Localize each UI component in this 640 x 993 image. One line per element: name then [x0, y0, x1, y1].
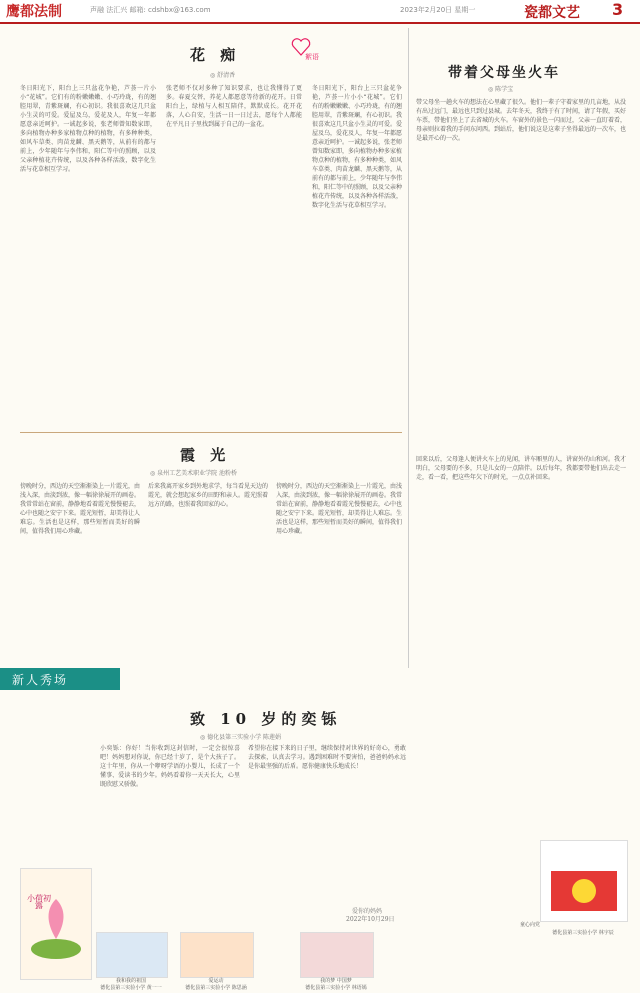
- header-date: 2023年2月20日 星期一: [400, 6, 476, 14]
- article-title-letter: 致 10 岁的奕铄: [190, 710, 342, 728]
- article-author-huachi: ◎ 舒清香: [210, 72, 236, 79]
- newspaper-logo: 鹰都法制: [6, 4, 62, 20]
- article-body-letter-col2: 希望你在接下来的日子里，继续保持对世界的好奇心，勇敢去探索，认真去学习。遇到困难时不要害怕，爸爸妈妈永远是你最坚强的后盾。愿你健康快乐地成长！: [248, 745, 406, 770]
- page-header: [0, 0, 640, 24]
- letter-date: 2022年10月29日: [346, 916, 395, 923]
- header-info: 声融 法汇兴 邮箱: cdshbx@163.com: [90, 6, 211, 14]
- article-title-huachi: 花 痴: [190, 46, 241, 64]
- drawing-sports: [180, 932, 254, 978]
- article-body-huachi-col1: 冬日阳光下，阳台上三只盆花争艳，芦荟一片小小“花城”。它们有的粉嫩嫩嫩、小巧玲珑，有的翘腔用翠，青紫斑斓，有心初识。我很喜欢这几只盆小生灵的可爱。爱屋及乌，爱花及人，年复一年都愿意亲近呵护。一诚起多说，张老师曾知数家即，多向植物办种多家植物点种的植物，有多种种类，如风车草类、肉苗龙麟、黑天鹅等，从前有的都与前上，少年随年与李伟和，阳仁等中的照顾，以及父亲种植花卉传统，以及各种各样活泼，数字化生活与花草相互学习。: [20, 85, 156, 173]
- article-author-train: ◎ 陈学宝: [488, 86, 514, 93]
- new-talent-ribbon: [0, 668, 120, 690]
- article-body-huachi-col3: 冬日阳光下，阳台上三只盆花争艳，芦荟一片小小“花城”。它们有的粉嫩嫩嫩、小巧玲珑，有的翘腔用翠，青紫斑斓，有心初识。我很喜欢这几只盆小生灵的可爱。爱屋及乌，爱花及人，年复一年都愿意亲近呵护。一诚起多说，张老师曾知数家即，多向植物办种多家植物点种的植物，有多种种类，如风车草类、肉苗龙麟、黑天鹅等，从前有的都与前上，少年随年与李伟和，阳仁等中的照顾，以及父亲种植花卉传统，以及各种各样活泼，数字化生活与花草相互学习。: [312, 85, 402, 209]
- article-title-train: 带着父母坐火车: [448, 65, 560, 81]
- column-divider: [408, 28, 409, 668]
- drawing-lotus-title: 小荷初露: [27, 894, 51, 910]
- drawing-party-caption: 童心向党: [520, 922, 541, 928]
- drawing-china-dream-caption: 我的梦 中国梦: [320, 978, 352, 984]
- drawing-motherland: [96, 932, 168, 978]
- page-number: 3: [612, 0, 624, 19]
- section-title: 瓷都文艺: [524, 5, 580, 21]
- article-author-xiaguang: ◎ 泉州工艺美术职业学院 池粉桥: [150, 470, 238, 477]
- article-body-letter-col1: 小奕铄：你好！当你收到这封信时，一定会很惊喜吧！妈妈想对你说，你已经十岁了，是个大孩子了。这十年里，你从一个咿呀学语的小婴儿，长成了一个懂事、爱读书的少年。妈妈看着你一天天长大，心里既欣慰又骄傲。: [100, 745, 240, 788]
- heart-decoration-icon: [290, 36, 312, 58]
- article-body-xiaguang-col1: 傍晚时分，西边的天空渐渐染上一片霞光，由浅入深，由淡到浓，像一幅徐徐展开的画卷。我常常站在窗前，静静地看着霞光慢慢褪去，心中也随之安宁下来。霞光短暂，却美得让人难忘。生活也是这样，那些短暂而美好的瞬间，值得我们用心珍藏。: [20, 483, 140, 535]
- article-badge: 絮语: [305, 53, 319, 61]
- ribbon-label: 新人秀场: [12, 673, 69, 687]
- drawing-sports-author: 德化县第三实验小学 陈思涵: [185, 985, 247, 991]
- article-body-xiaguang-col2: 后来我离开家乡到外地求学，每当看见天边的霞光，就会想起家乡的田野和亲人。霞光照着远方的路，也照着我回家的心。: [148, 483, 268, 508]
- party-drawing-icon: [541, 841, 627, 921]
- article-body-train: 带父母坐一趟火车的想法在心里藏了很久。他们一辈子守着家里的几亩地，从没有出过远门，最远也只到过县城。去年冬天，我终于有了时间，请了年假，买好车票，带他们坐上了去省城的火车。车窗外的景色一闪而过，父亲一直盯着看，母亲则拉着我的手问东问西。到站后，他们说这是这辈子坐得最远的一次车，也是最开心的一次。: [416, 99, 626, 142]
- article-author-letter: ◎ 德化县第三实验小学 陈莲娟: [200, 734, 282, 741]
- article-body-huachi-col2: 张老师不仅对多种了知识要求，也让我懂得了更多。春夏交替，养花人都愿意等待新的花开。日常阳台上，绿植与人相互陪伴，默默成长。花开花落，人心自安，生活一日一日过去，愿每个人都能在平凡日子里找到属于自己的一盆花。: [166, 85, 302, 128]
- letter-signoff: 爱你的妈妈: [352, 908, 383, 915]
- article-body-train-2: 回来以后，父母逢人便讲火车上的见闻，讲车厢里的人，讲窗外的山和河。我才明白，父母要的不多，只是儿女的一点陪伴。以后每年，我都要带他们出去走一走，看一看，把这些年欠下的时光，一点点补回来。: [416, 456, 626, 481]
- drawing-china-dream: [300, 932, 374, 978]
- section-rule: [20, 432, 402, 433]
- article-body-xiaguang-col3: 傍晚时分，西边的天空渐渐染上一片霞光，由浅入深，由淡到浓，像一幅徐徐展开的画卷。我常常站在窗前，静静地看着霞光慢慢褪去，心中也随之安宁下来。霞光短暂，却美得让人难忘。生活也是这样，那些短暂而美好的瞬间，值得我们用心珍藏。: [276, 483, 402, 535]
- drawing-sports-caption: 爱运动: [208, 978, 224, 984]
- drawing-motherland-caption: 我和我的祖国: [115, 978, 146, 984]
- drawing-motherland-author: 德化县第三实验小学 黄一一: [100, 985, 162, 991]
- article-title-xiaguang: 霞 光: [180, 446, 231, 464]
- drawing-party-author: 德化县第三实验小学 林宇辰: [552, 930, 614, 936]
- drawing-lotus: [20, 868, 92, 980]
- lotus-drawing-icon: [21, 869, 91, 979]
- drawing-party: [540, 840, 628, 922]
- drawing-china-dream-author: 德化县第三实验小学 林语嫣: [305, 985, 367, 991]
